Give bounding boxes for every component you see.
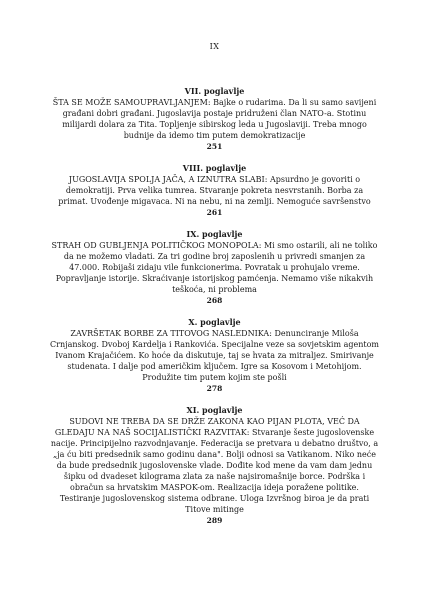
chapter-title: ZAVRŠETAK BORBE ZA TITOVOG NASLEDNIKA:	[70, 329, 272, 338]
chapter-entry-11	[50, 405, 379, 526]
chapter-title: JUGOSLAVIJA SPOLJA JAČA, A IZNUTRA SLABI:	[68, 175, 268, 184]
chapter-label: IX. poglavlje	[186, 229, 243, 239]
chapter-summary: Stvaranje šeste jugoslovenske nacije. Principijelno razvodnjavanje. Federacija se pretvara u debatno društvo, a „ja ću biti predsednik samo godinu dana". Bolji odnosi sa Vatikanom. Niko neće da bude predsednik jugoslovenske vlade. Dođite kod mene da vam dam jednu šipku od dvadeset kilograma zlata za naše najsiromašnije borce. Podrška i obračun sa hrvatskim MASPOK-om. Realizacija ideja poražene politike. Testiranje jugoslovenskog sistema odbrane. Uloga Izvršnog biroa je da prati Titove mitinge	[50, 428, 379, 514]
chapter-text	[50, 328, 379, 383]
chapter-entry-7	[50, 86, 379, 152]
chapter-label: VII. poglavlje	[184, 86, 245, 96]
chapter-page-number: 278	[206, 384, 223, 393]
table-of-contents	[50, 86, 379, 537]
chapter-text	[50, 240, 379, 295]
chapter-summary: Mi smo ostarili, ali ne toliko da ne možemo vladati. Za tri godine broj zaposlenih u privredi smanjen za 47.000. Robijaši zidaju vile funkcionerima. Povratak u prohujalo vreme. Popravljanje istorije. Skraćivanje istorijskog pamćenja. Nemamo više nikakvih teškoća, ni problema	[55, 241, 378, 294]
chapter-summary: Bajke o rudarima. Da li su samo savijeni građani dobri građani. Jugoslavija postaje pridruženi član NATO-a. Stotinu milijardi dolara za Tita. Topljenje sibirskog leda u Jugoslaviji. Treba mnogo budnije da idemo tim putem demokratizacije	[62, 98, 377, 140]
chapter-label: VIII. poglavlje	[182, 163, 247, 173]
chapter-page-number: 251	[206, 142, 223, 151]
page-number: IX	[209, 42, 220, 51]
chapter-title: ŠTA SE MOŽE SAMOUPRAVLJANJEM:	[52, 98, 211, 107]
chapter-summary: Apsurdno je govoriti o demokratiji. Prva velika tumrea. Stvaranje pokreta nesvrstanih. Borba za primat. Uvođenje migavaca. Ni na nebu, ni na zemlji. Nemoguće savršenstvo	[58, 175, 371, 206]
chapter-text	[50, 174, 379, 207]
chapter-label: X. poglavlje	[188, 317, 241, 327]
chapter-summary: Denunciranje Miloša Crnjanskog. Dvoboj Kardelja i Rankovića. Specijalne veze sa sovjetskim agentom Ivanom Krajačićem. Ko hoće da diskutuje, taj se hvata za mitraljez. Smirivanje studenata. I dalje pod američkim ključem. Igre sa Kosovom i Metohijom. Produžite tim putem kojim ste pošli	[50, 329, 379, 382]
chapter-title: STRAH OD GUBLJENJA POLITIČKOG MONOPOLA:	[51, 241, 262, 250]
chapter-page-number: 261	[206, 208, 223, 217]
chapter-label: XI. poglavlje	[186, 405, 243, 415]
chapter-entry-10	[50, 317, 379, 394]
chapter-title: SUDOVI NE TREBA DA SE DRŽE ZAKONA KAO PIJAN PLOTA, VEĆ DA GLEDAJU NA NAŠ SOCIJALISTIČKI RAZVITAK:	[54, 417, 360, 437]
chapter-page-number: 268	[206, 296, 223, 305]
chapter-entry-9	[50, 229, 379, 306]
chapter-text	[50, 97, 379, 141]
chapter-entry-8	[50, 163, 379, 218]
chapter-text	[50, 416, 379, 515]
chapter-page-number: 289	[206, 516, 223, 525]
